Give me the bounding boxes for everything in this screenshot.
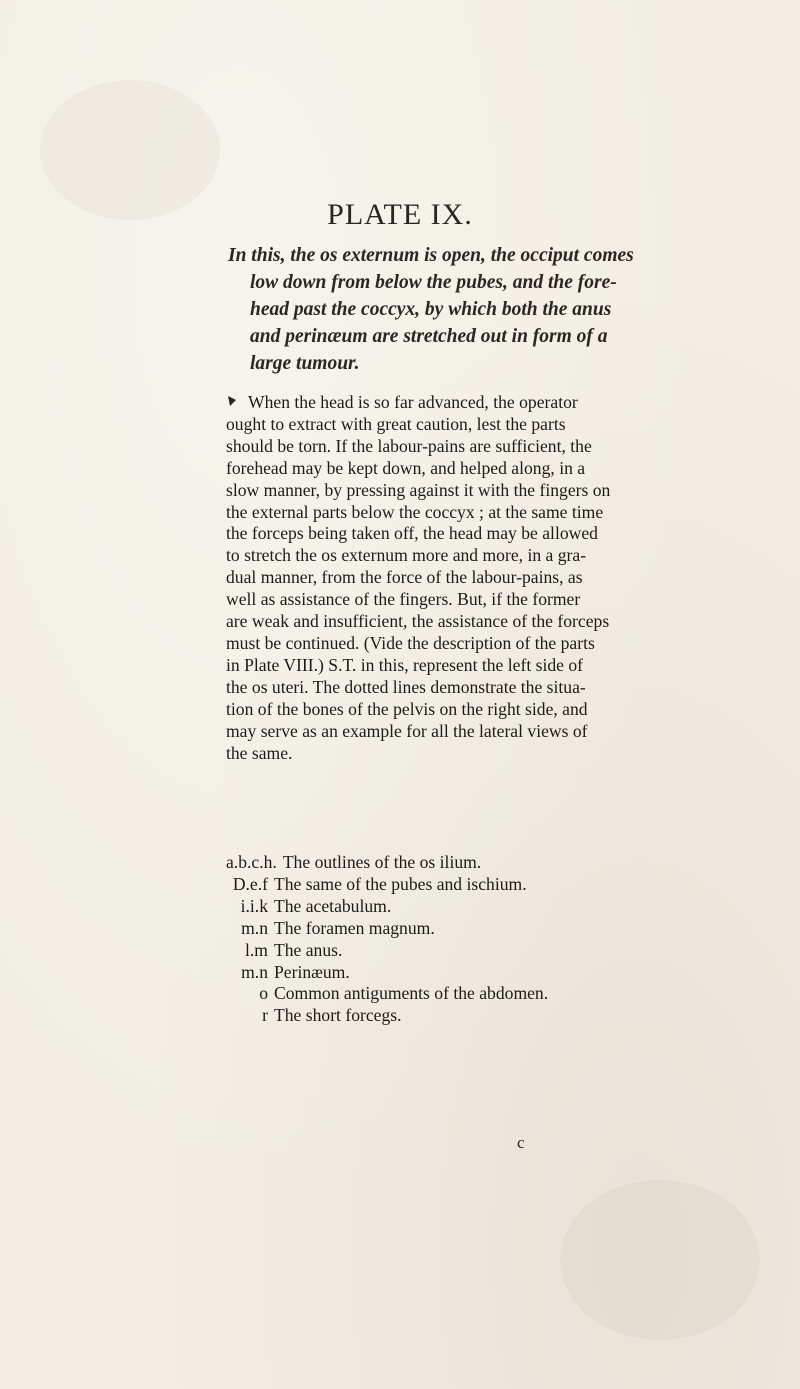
legend-key: m.n [241, 961, 268, 982]
legend-row [226, 852, 696, 874]
body-line: When the head is so far advanced, the operator [248, 392, 578, 412]
legend-text: The foramen magnum. [274, 917, 435, 938]
legend-key: l.m [245, 939, 268, 960]
caption-line: large tumour. [250, 353, 360, 374]
caption-line: In this, the os externum is open, the occiput comes [228, 245, 634, 266]
legend-key: a.b.c.h. [226, 852, 277, 872]
legend-key: i.i.k [240, 895, 268, 916]
body-line: ought to extract with great caution, lest the parts [226, 413, 566, 434]
legend-row [226, 1005, 696, 1027]
body-line: to stretch the os externum more and more, in a gra- [226, 545, 587, 566]
legend-key: m.n [241, 917, 268, 938]
body-line: the forceps being taken off, the head may be allowed [226, 523, 598, 544]
caption-line: low down from below the pubes, and the fore- [250, 272, 617, 293]
legend-text: The anus. [274, 939, 343, 960]
body-line: the same. [226, 742, 293, 763]
caption-line: and perinæum are stretched out in form of a [250, 326, 608, 347]
legend-key: D.e.f [232, 873, 268, 894]
legend-row [226, 983, 696, 1005]
legend-key: r [262, 1005, 268, 1026]
legend-text: The acetabulum. [274, 895, 392, 916]
body-line: dual manner, from the force of the labour-pains, as [226, 567, 583, 588]
body-line: slow manner, by pressing against it with the fingers on [226, 479, 611, 500]
legend-row [226, 918, 696, 940]
body-line: in Plate VIII.) S.T. in this, represent the left side of [226, 654, 584, 675]
body-line: may serve as an example for all the lateral views of [226, 720, 588, 741]
legend-row [226, 896, 696, 918]
body-line: the os uteri. The dotted lines demonstrate the situa- [226, 676, 586, 697]
body-line: are weak and insufficient, the assistance of the forceps [226, 611, 610, 632]
body-line: the external parts below the coccyx ; at the same time [226, 501, 604, 522]
body-line: forehead may be kept down, and helped along, in a [226, 457, 586, 478]
legend-text: Common antiguments of the abdomen. [274, 983, 549, 1004]
legend-key: o [259, 983, 268, 1004]
body-line: tion of the bones of the pelvis on the right side, and [226, 698, 588, 719]
legend-text: Perinæum. [274, 961, 350, 982]
plate-title: PLATE IX. [327, 198, 473, 231]
paper-stain [560, 1180, 760, 1340]
body-line: should be torn. If the labour-pains are sufficient, the [226, 435, 592, 456]
caption-line: head past the coccyx, by which both the anus [250, 299, 612, 320]
figure-legend [226, 852, 696, 1027]
body-paragraph [226, 392, 696, 764]
legend-text: The short forcegs. [274, 1005, 402, 1026]
body-line: must be continued. (Vide the description of the parts [226, 632, 595, 653]
legend-row [226, 962, 696, 984]
legend-text: The same of the pubes and ischium. [274, 873, 527, 894]
legend-row [226, 940, 696, 962]
legend-text: The outlines of the os ilium. [282, 852, 482, 872]
body-line: well as assistance of the fingers. But, if the former [226, 589, 581, 610]
plate-caption [228, 242, 688, 377]
signature-mark: c [517, 1133, 525, 1152]
legend-row [226, 874, 696, 896]
